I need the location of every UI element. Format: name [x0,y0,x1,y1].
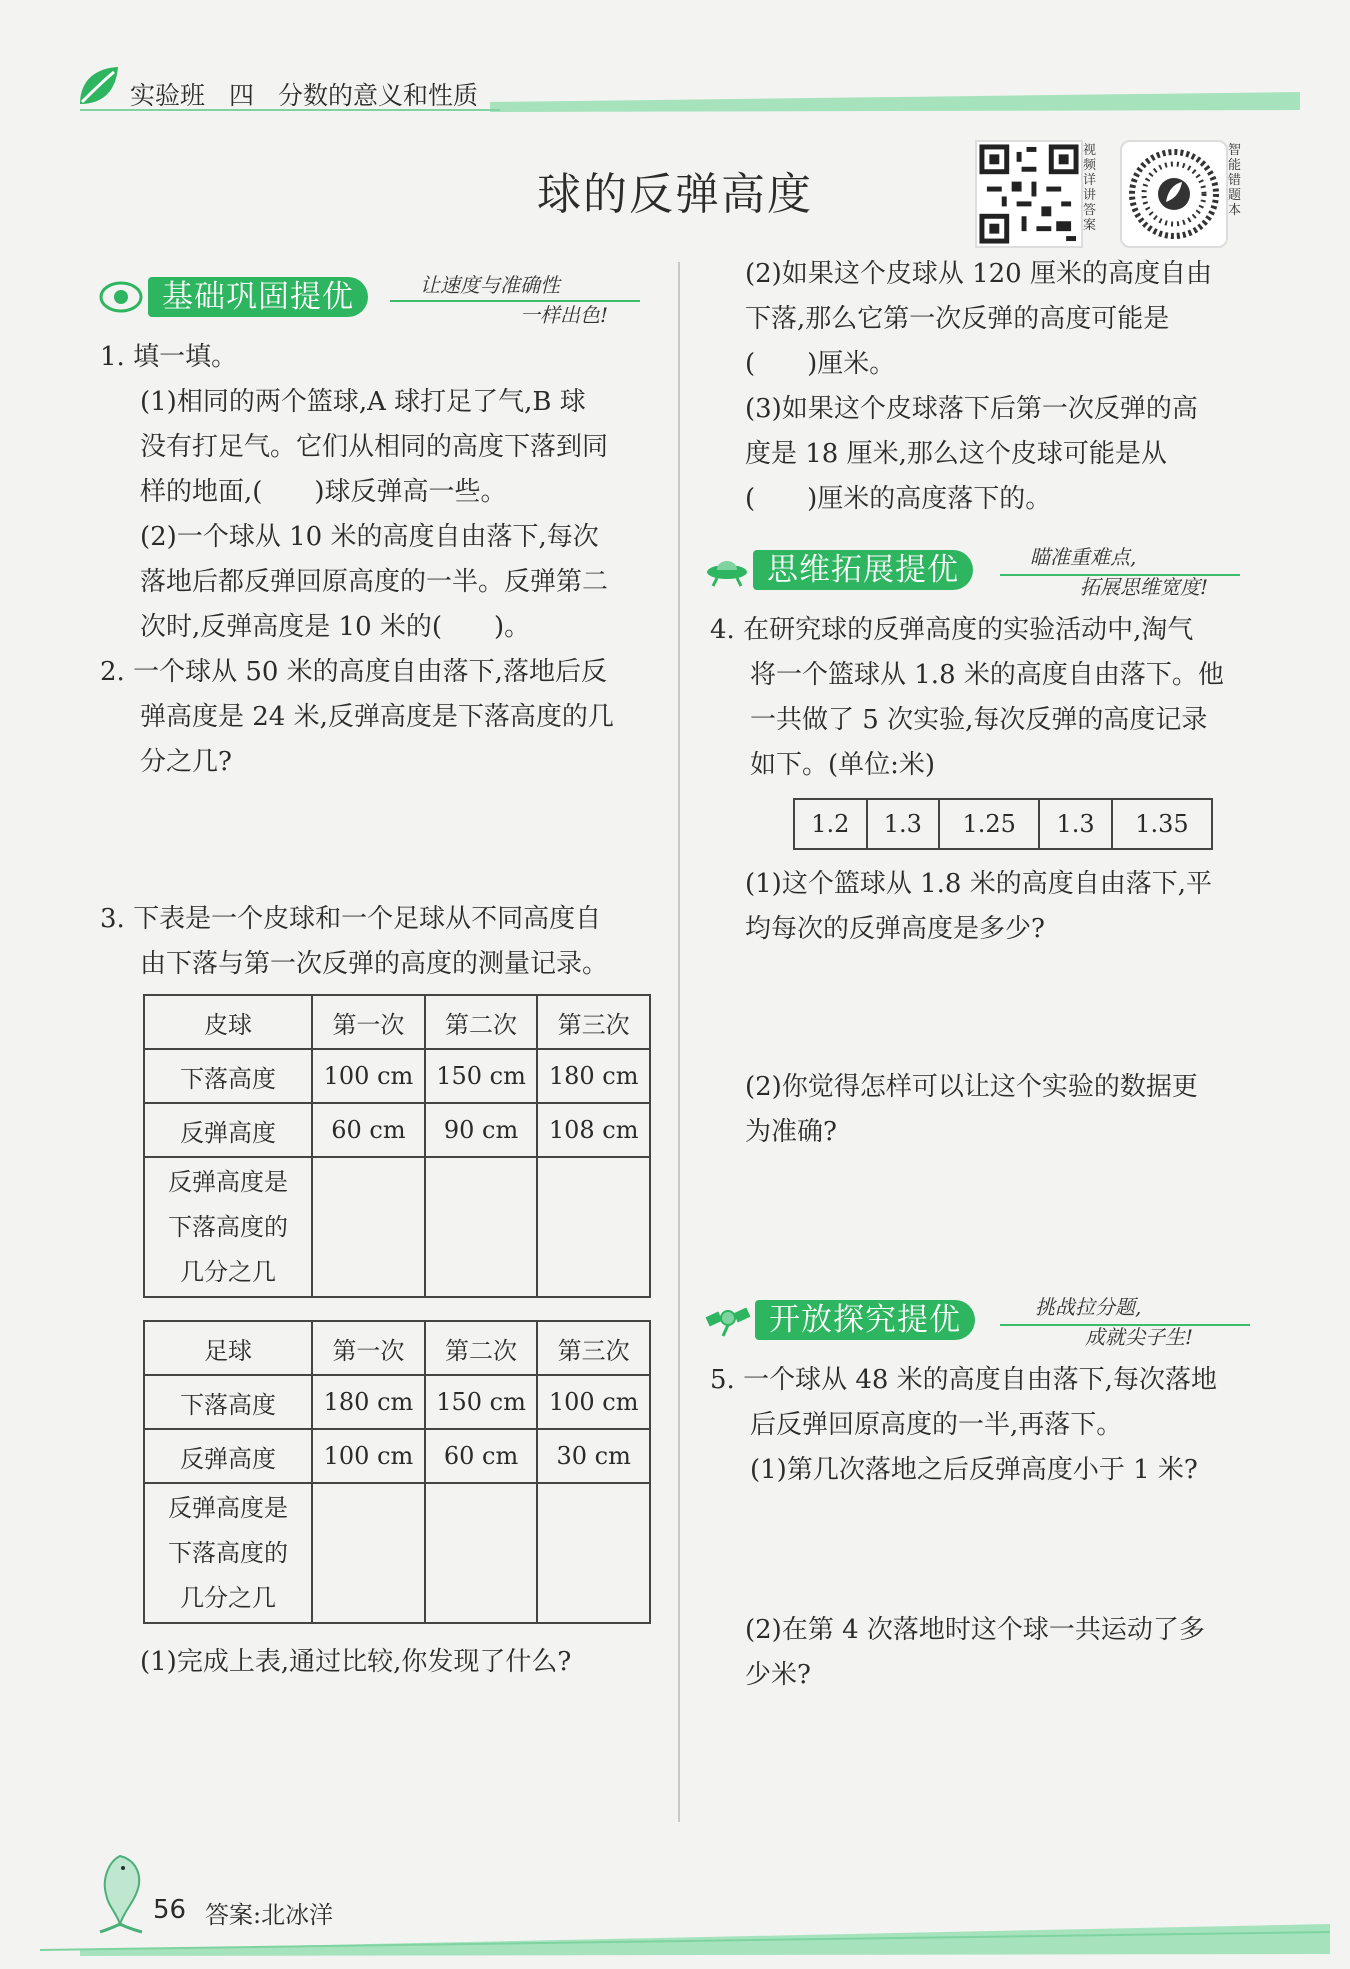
table-row [144,1483,650,1623]
question-1 [100,335,660,650]
question-2 [100,650,670,785]
table-cell: 180 cm [312,1375,425,1429]
orbit-icon [98,278,144,316]
header-series: 实验班 [130,81,206,110]
table-row [144,1103,650,1157]
table-cell: 150 cm [425,1049,538,1103]
table-cell: 1.25 [939,799,1039,849]
answer-cell[interactable] [425,1157,538,1297]
table-cell: 1.2 [794,799,867,849]
answer-cell[interactable] [312,1483,425,1623]
ratio-label-line1: 反弹高度是 [168,1493,289,1522]
q5-sub2 [745,1608,1270,1698]
table-row [144,1321,650,1375]
table-cell: 皮球 [144,995,312,1049]
q1-p1-line1: (1)相同的两个篮球,A 球打足了气,B 球 [140,387,586,417]
answer-cell[interactable] [537,1157,650,1297]
bounce-data-table [793,798,1213,850]
header-text [130,76,502,112]
q3-sub2-line1: (2)如果这个皮球从 120 厘米的高度自由 [745,259,1212,289]
q4-stem-line4: 如下。(单位:米) [750,750,936,780]
table-cell: 1.3 [867,799,940,849]
table-cell: 第一次 [312,1321,425,1375]
table-cell: 108 cm [537,1103,650,1157]
table-row [144,1375,650,1429]
q3-stem-line1: 3. 下表是一个皮球和一个足球从不同高度自 [100,904,602,934]
q4-sub2-line1: (2)你觉得怎样可以让这个实验的数据更 [745,1072,1198,1102]
q3-sub1: (1)完成上表,通过比较,你发现了什么? [140,1647,572,1677]
ratio-label-cell [144,1157,312,1297]
question-4 [710,608,1270,788]
q4-stem-line1: 4. 在研究球的反弹高度的实验活动中,淘气 [710,615,1194,645]
q4-stem-line2: 将一个篮球从 1.8 米的高度自由落下。他 [750,660,1224,690]
q2-line2: 弹高度是 24 米,反弹高度是下落高度的几 [140,702,614,732]
q3-stem-line2: 由下落与第一次反弹的高度的测量记录。 [140,949,609,979]
section-badge-basic: 基础巩固提优 [148,277,368,317]
q3-sub3-line3: ( )厘米的高度落下的。 [745,484,1052,514]
table-row [144,1429,650,1483]
table-cell: 第三次 [537,1321,650,1375]
q5-sub1: (1)第几次落地之后反弹高度小于 1 米? [750,1455,1198,1485]
ratio-label-cell [144,1483,312,1623]
ufo-icon [705,550,749,588]
q1-p1-line2: 没有打足气。它们从相同的高度下落到同 [140,432,609,462]
table-cell: 第一次 [312,995,425,1049]
q5-stem-line2: 后反弹回原高度的一半,再落下。 [750,1410,1123,1440]
table-cell: 反弹高度 [144,1103,312,1157]
q1-part1 [100,380,660,515]
qr-caption-left: 视频详讲答案 [1083,143,1097,233]
table-cell: 90 cm [425,1103,538,1157]
table-cell: 60 cm [312,1103,425,1157]
table-cell: 100 cm [312,1049,425,1103]
table-cell: 100 cm [312,1429,425,1483]
motto-open-2: 成就尖子生! [1085,1325,1194,1349]
table-cell: 60 cm [425,1429,538,1483]
q5-stem-line1: 5. 一个球从 48 米的高度自由落下,每次落地 [710,1365,1217,1395]
table-cell: 反弹高度 [144,1429,312,1483]
page-number: 56 [153,1895,187,1925]
question-3 [100,897,670,987]
table-cell: 150 cm [425,1375,538,1429]
ratio-label-line1: 反弹高度是 [168,1167,289,1196]
header-unit-name: 分数的意义和性质 [278,81,479,110]
table-row [794,799,1212,849]
ratio-label-line3: 几分之几 [180,1257,277,1286]
table-cell: 足球 [144,1321,312,1375]
ratio-label-line2: 下落高度的 [168,1538,289,1567]
q1-p2-line1: (2)一个球从 10 米的高度自由落下,每次 [140,522,599,552]
q4-sub2 [745,1065,1270,1155]
q3-sub2 [745,252,1265,387]
q2-line3: 分之几? [140,747,232,777]
q3-sub3 [745,387,1265,522]
answer-author: 答案:北冰洋 [205,1901,334,1929]
table-cell: 180 cm [537,1049,650,1103]
answer-cell[interactable] [312,1157,425,1297]
q4-sub2-line2: 为准确? [745,1117,837,1147]
ratio-label-line2: 下落高度的 [168,1212,289,1241]
motto-open-1: 挑战拉分题, [1035,1295,1142,1319]
q3-sub2-line3: ( )厘米。 [745,349,896,379]
leaf-logo-icon [76,64,120,108]
q1-p2-line2: 落地后都反弹回原高度的一半。反弹第二 [140,567,609,597]
table-cell: 第二次 [425,995,538,1049]
q4-sub1 [745,862,1270,952]
table-cell: 1.35 [1112,799,1212,849]
motto-thinking-1: 瞄准重难点, [1030,545,1137,569]
motto-basic-2: 一样出色! [520,303,609,327]
column-divider [678,262,680,1822]
satellite-icon [705,1300,751,1340]
q1-part2 [100,515,660,650]
q4-sub1-line1: (1)这个篮球从 1.8 米的高度自由落下,平 [745,869,1212,899]
table-cell: 下落高度 [144,1375,312,1429]
q3-sub2-line2: 下落,那么它第一次反弹的高度可能是 [745,304,1170,334]
q5-sub2-line1: (2)在第 4 次落地时这个球一共运动了多 [745,1615,1205,1645]
q1-stem: 1. 填一填。 [100,342,238,372]
table-cell: 第三次 [537,995,650,1049]
page-title: 球的反弹高度 [537,169,813,220]
footer-band [0,1920,1350,1956]
table-row [144,1157,650,1297]
answer-cell[interactable] [537,1483,650,1623]
table-cell: 100 cm [537,1375,650,1429]
table-ball-2 [143,1320,651,1624]
mini-program-code-icon [1120,140,1228,248]
ratio-label-line3: 几分之几 [180,1583,277,1612]
dolphin-icon [90,1850,152,1934]
table-cell: 1.3 [1039,799,1112,849]
qr-caption-right: 智能错题本 [1228,143,1242,218]
section-badge-thinking: 思维拓展提优 [753,550,973,590]
q4-sub1-line2: 均每次的反弹高度是多少? [745,914,1045,944]
q3-sub3-line2: 度是 18 厘米,那么这个皮球可能是从 [745,439,1167,469]
table-cell: 30 cm [537,1429,650,1483]
question-5 [710,1358,1270,1493]
qr-code-icon [975,140,1083,248]
motto-thinking-2: 拓展思维宽度! [1080,575,1209,599]
table-row [144,995,650,1049]
answer-cell[interactable] [425,1483,538,1623]
table-cell: 第二次 [425,1321,538,1375]
q3-sub3-line1: (3)如果这个皮球落下后第一次反弹的高 [745,394,1198,424]
q1-p2-line3: 次时,反弹高度是 10 米的( )。 [140,612,531,642]
q1-p1-line3: 样的地面,( )球反弹高一些。 [140,477,507,507]
table-cell: 下落高度 [144,1049,312,1103]
q5-sub2-line2: 少米? [745,1660,811,1690]
motto-basic-1: 让速度与准确性 [420,273,560,297]
table-ball-1 [143,994,651,1298]
section-badge-open: 开放探究提优 [755,1300,975,1340]
header-unit-no: 四 [229,81,255,110]
q4-stem-line3: 一共做了 5 次实验,每次反弹的高度记录 [750,705,1208,735]
q2-line1: 2. 一个球从 50 米的高度自由落下,落地后反 [100,657,607,687]
table-row [144,1049,650,1103]
